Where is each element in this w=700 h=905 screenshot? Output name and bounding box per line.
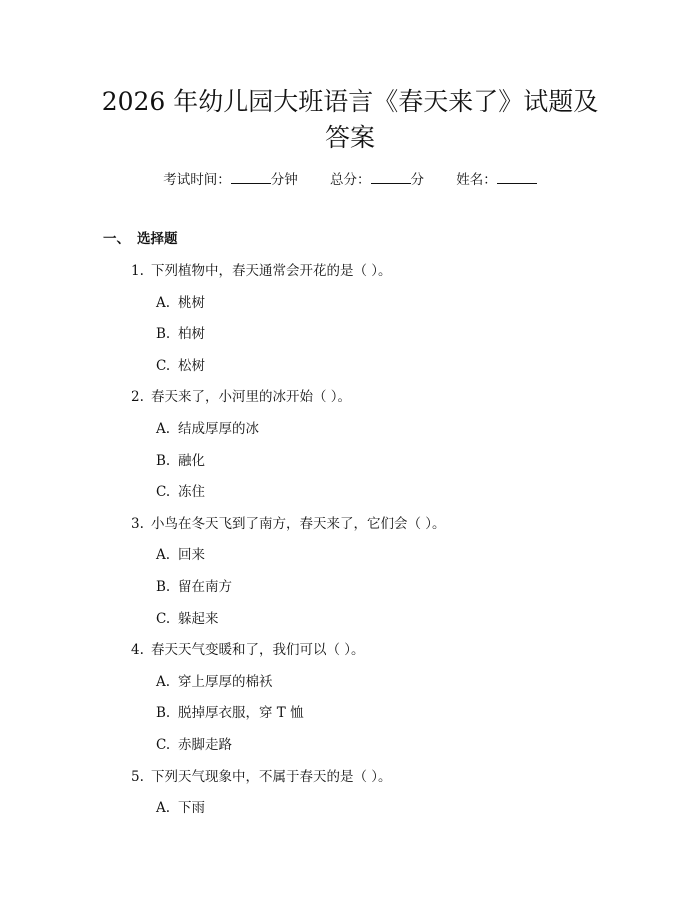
answer-option: [156, 703, 304, 723]
question-text: 小鸟在冬天飞到了南方，春天来了，它们会（ ）。: [151, 515, 446, 532]
option-letter: C.: [156, 737, 171, 753]
option-text: 赤脚走路: [178, 737, 232, 753]
question-text: 下列植物中，春天通常会开花的是（ ）。: [151, 263, 392, 279]
question-text: 春天来了，小河里的冰开始（ ）。: [151, 389, 352, 406]
option-letter: C.: [156, 610, 171, 627]
question-number: 5.: [131, 768, 144, 785]
option-text: 下雨: [178, 800, 205, 817]
question-number: 1.: [131, 263, 144, 279]
option-text: 桃树: [178, 294, 205, 311]
option-letter: A.: [156, 547, 171, 564]
name-blank: [497, 170, 537, 184]
option-letter: C.: [156, 484, 171, 501]
answer-option: [156, 545, 205, 565]
question-number: 4.: [131, 642, 144, 659]
section-heading: [103, 229, 178, 249]
question-item: [131, 514, 446, 534]
question-number: 2.: [131, 389, 144, 406]
exam-time-label: 考试时间：: [163, 172, 231, 188]
option-letter: B.: [156, 326, 171, 343]
option-text: 结成厚厚的冰: [178, 421, 259, 437]
question-text: 下列天气现象中，不属于春天的是（ ）。: [151, 768, 392, 785]
option-text: 融化: [178, 452, 205, 469]
option-letter: A.: [156, 673, 171, 690]
answer-option: [156, 735, 232, 755]
option-text: 冻住: [178, 484, 205, 501]
option-letter: A.: [156, 421, 171, 437]
answer-option: [156, 356, 205, 376]
option-text: 脱掉厚衣服，穿 T 恤: [178, 705, 304, 722]
exam-time-field: [163, 170, 298, 190]
question-item: [131, 640, 365, 660]
answer-option: [156, 482, 205, 502]
exam-time-unit: 分钟: [270, 172, 298, 188]
option-letter: B.: [156, 579, 171, 595]
option-text: 穿上厚厚的棉袄: [178, 673, 273, 690]
exam-info-row: [0, 170, 700, 190]
option-letter: B.: [156, 452, 171, 469]
answer-option: [156, 451, 205, 471]
name-label: 姓名：: [456, 172, 497, 188]
answer-option: [156, 324, 205, 344]
option-letter: A.: [156, 294, 171, 311]
question-item: [131, 261, 392, 281]
total-score-label: 总分：: [330, 172, 371, 188]
total-score-field: [330, 170, 424, 190]
total-score-blank: [371, 170, 411, 184]
exam-time-blank: [231, 170, 271, 184]
answer-option: [156, 577, 232, 597]
total-score-unit: 分: [410, 172, 424, 188]
question-number: 3.: [131, 515, 144, 532]
section-title: 选择题: [137, 231, 178, 247]
answer-option: [156, 672, 273, 692]
option-text: 回来: [178, 547, 205, 564]
option-text: 躲起来: [178, 610, 219, 627]
question-text: 春天天气变暖和了，我们可以（ ）。: [151, 642, 365, 659]
option-letter: A.: [156, 800, 171, 817]
section-number: 一、: [103, 231, 130, 247]
answer-option: [156, 293, 205, 313]
option-text: 留在南方: [178, 579, 232, 595]
page-title-line-1: 2026 年幼儿园大班语言《春天来了》试题及: [101, 87, 599, 116]
question-item: [131, 767, 392, 787]
option-text: 柏树: [178, 326, 205, 343]
answer-option: [156, 419, 259, 439]
option-letter: B.: [156, 705, 171, 722]
option-letter: C.: [156, 357, 171, 374]
question-item: [131, 387, 351, 407]
option-text: 松树: [178, 357, 205, 374]
name-field: [456, 170, 537, 190]
answer-option: [156, 798, 205, 818]
page-title-line-2: 答案: [324, 123, 375, 152]
answer-option: [156, 609, 219, 629]
